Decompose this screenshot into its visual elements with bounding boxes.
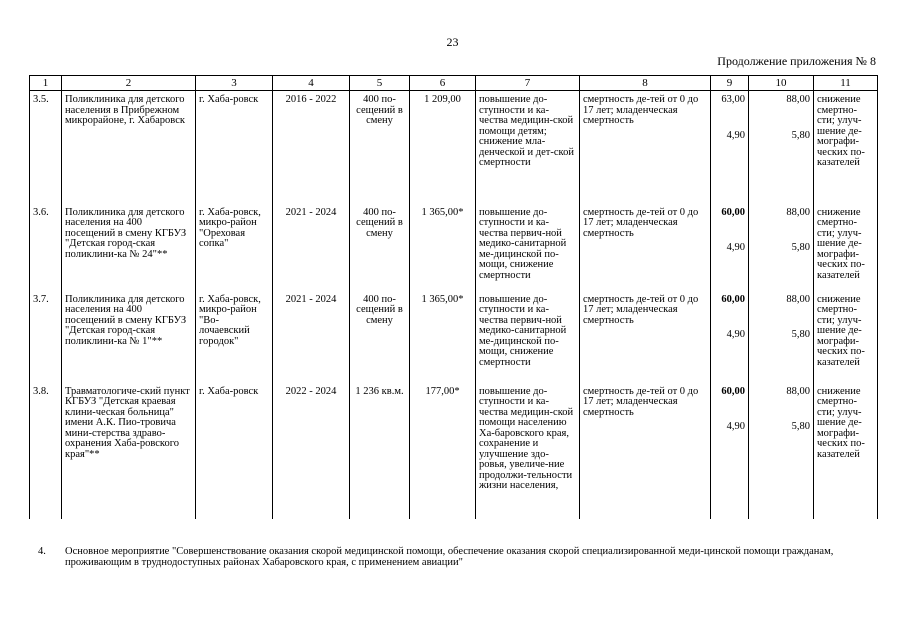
value-10a: 88,00 [786,94,810,105]
indicators: смертность де-тей от 0 до 17 лет; младенческая смертность [580,293,711,385]
object-name: Поликлиника для детского населения на 400 посещений в смену КГБУЗ "Детская город-ская поликлини-ка № 24"** [62,204,196,293]
col-header-8: 8 [580,76,711,91]
effect: повышение до-ступности и ка-чества медицин-ской помощи детям; снижение мла-денческой и дет-ской смертности [476,91,580,204]
table-row [30,385,878,519]
col-header-9: 9 [711,76,749,91]
program-table [29,75,878,519]
col-header-3: 3 [196,76,273,91]
capacity: 1 236 кв.м. [350,385,410,519]
col-header-7: 7 [476,76,580,91]
period: 2021 - 2024 [273,204,350,293]
capacity: 400 по-сещений в смену [350,91,410,204]
effect: повышение до-ступности и ка-чества медицин-ской помощи населению Ха-баровского края, сохранение и улучшение здо-ровья, увеличе-ние продолжи-тельности жизни населения, [476,385,580,519]
cost: 177,00* [410,385,476,519]
col-header-11: 11 [814,76,878,91]
effect: повышение до-ступности и ка-чества первич-ной медико-санитарной ме-дицинской по-мощи, снижение смертности [476,204,580,293]
period: 2021 - 2024 [273,293,350,385]
value-10a: 88,00 [786,293,810,305]
value-9a: 60,00 [721,385,745,397]
value-9a: 63,00 [721,94,745,105]
object-name: Травматологиче-ский пункт КГБУЗ "Детская краевая клини-ческая больница" имени А.К. Пио-тровича мини-стерства здраво-охранения Хаба-ровского края"** [62,385,196,519]
object-location: г. Хаба-ровск [196,91,273,204]
object-location: г. Хаба-ровск, микро-район "Во-лочаевский городок" [196,293,273,385]
header-row [30,76,878,91]
row-number: 3.5. [30,91,62,204]
value-10a: 88,00 [786,206,810,218]
col-header-6: 6 [410,76,476,91]
indicator-2020 [711,91,749,204]
value-10b: 5,80 [791,129,810,141]
row-number: 3.7. [30,293,62,385]
cost: 1 365,00* [410,204,476,293]
indicator-2020 [711,204,749,293]
value-9b: 4,90 [726,421,745,432]
result: снижение смертно-сти; улуч-шение де-мографи-ческих по-казателей [814,293,878,385]
value-9b: 4,90 [726,329,745,340]
value-10a: 88,00 [786,385,810,397]
col-header-2: 2 [62,76,196,91]
indicators: смертность де-тей от 0 до 17 лет; младенческая смертность [580,91,711,204]
value-9b: 4,90 [726,129,745,141]
indicators: смертность де-тей от 0 до 17 лет; младенческая смертность [580,385,711,519]
capacity: 400 по-сещений в смену [350,293,410,385]
col-header-10: 10 [749,76,814,91]
indicator-target [749,385,814,519]
table-row [30,91,878,204]
effect: повышение до-ступности и ка-чества первич-ной медико-санитарной ме-дицинской по-мощи, снижение смертности [476,293,580,385]
page-number: 23 [446,35,459,49]
indicator-2020 [711,293,749,385]
indicators: смертность де-тей от 0 до 17 лет; младенческая смертность [580,204,711,293]
indicator-2020 [711,385,749,519]
object-name: Поликлиника для детского населения в Прибрежном микрорайоне, г. Хабаровск [62,91,196,204]
col-header-4: 4 [273,76,350,91]
appendix-subtitle: Продолжение приложения № 8 [717,54,876,68]
cost: 1 209,00 [410,91,476,204]
period: 2016 - 2022 [273,91,350,204]
col-header-5: 5 [350,76,410,91]
result: снижение смертно-сти; улуч-шение де-мографи-ческих по-казателей [814,204,878,293]
value-9a: 60,00 [721,206,745,218]
value-9b: 4,90 [726,242,745,253]
cost: 1 365,00* [410,293,476,385]
indicator-target [749,91,814,204]
indicator-target [749,293,814,385]
result: снижение смертно-сти; улуч-шение де-мографи-ческих по-казателей [814,91,878,204]
object-location: г. Хаба-ровск [196,385,273,519]
section-4 [38,546,873,568]
section-number: 4. [38,546,46,557]
row-number: 3.8. [30,385,62,519]
table-row [30,293,878,385]
table-row [30,204,878,293]
result: снижение смертно-сти; улуч-шение де-мографи-ческих по-казателей [814,385,878,519]
object-location: г. Хаба-ровск, микро-район "Ореховая сопка" [196,204,273,293]
value-9a: 60,00 [721,293,745,305]
value-10b: 5,80 [791,329,810,340]
col-header-1: 1 [30,76,62,91]
indicator-target [749,204,814,293]
section-text: Основное мероприятие "Совершенствование оказания скорой медицинской помощи, обеспечение оказания скорой специализированной меди-цинской помощи гражданам, проживающим в труднодоступных районах Хабаровского края, с применением авиации" [65,546,834,568]
period: 2022 - 2024 [273,385,350,519]
value-10b: 5,80 [791,421,810,432]
object-name: Поликлиника для детского населения на 400 посещений в смену КГБУЗ "Детская город-ская поликлини-ка № 1"** [62,293,196,385]
value-10b: 5,80 [791,242,810,253]
capacity: 400 по-сещений в смену [350,204,410,293]
row-number: 3.6. [30,204,62,293]
